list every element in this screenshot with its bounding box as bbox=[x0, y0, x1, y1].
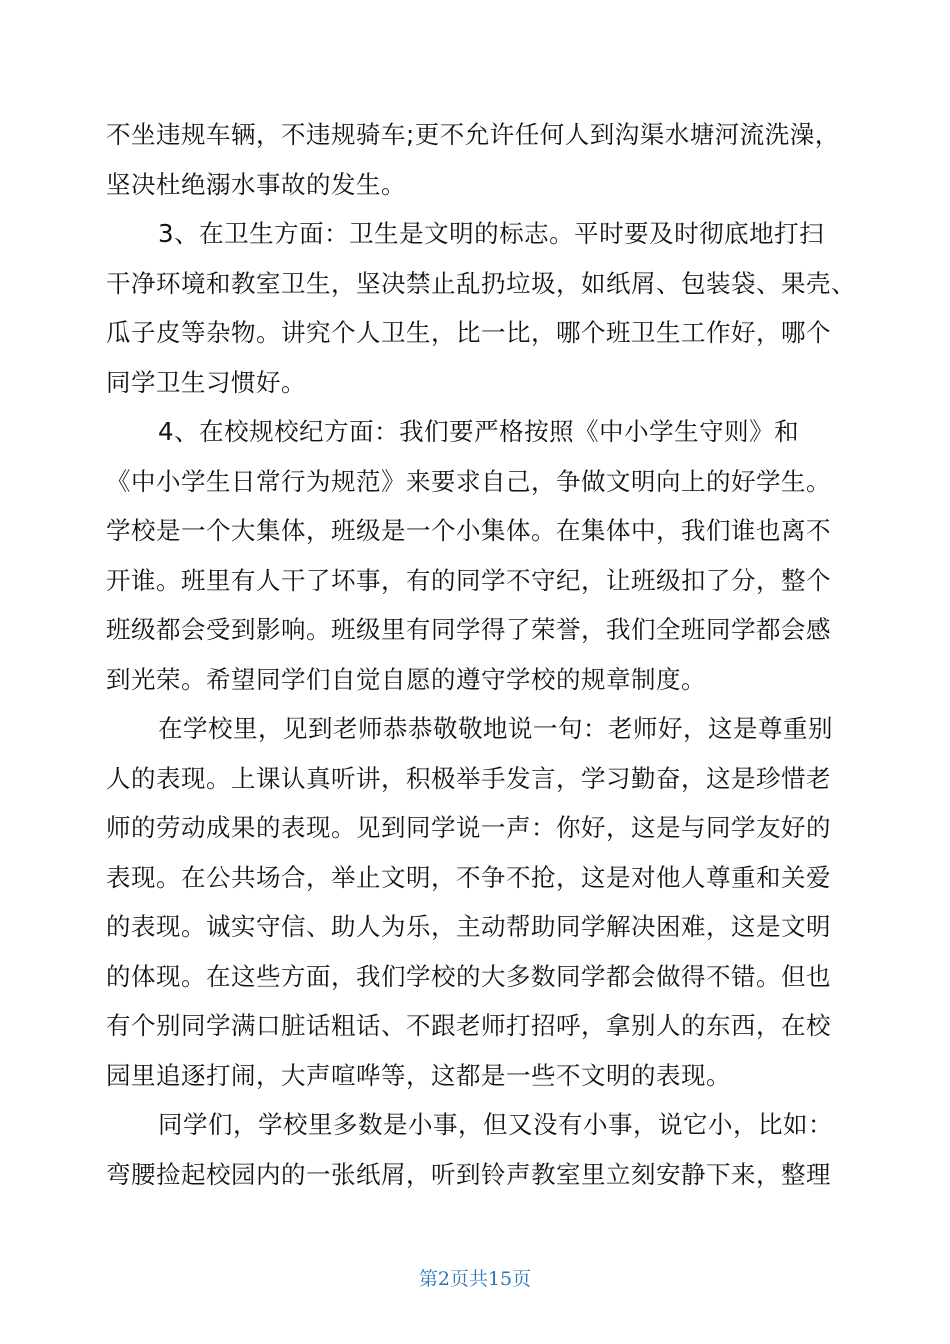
text-line: 人的表现。上课认真听讲，积极举手发言，学习勤奋，这是珍惜老 bbox=[106, 763, 831, 793]
paragraph-start-line: 3、在卫生方面：卫生是文明的标志。平时要及时彻底地打扫 bbox=[158, 219, 825, 248]
text-line: 不坐违规车辆，不违规骑车;更不允许任何人到沟渠水塘河流洗澡， bbox=[106, 120, 840, 149]
text-line: 开谁。班里有人干了坏事，有的同学不守纪，让班级扣了分，整个 bbox=[106, 565, 831, 595]
paragraph-start-line: 在学校里，见到老师恭恭敬敬地说一句：老师好，这是尊重别 bbox=[158, 714, 833, 743]
text-line: 表现。在公共场合，举止文明，不争不抢，这是对他人尊重和关爱 bbox=[106, 862, 831, 892]
text-line: 班级都会受到影响。班级里有同学得了荣誉，我们全班同学都会感 bbox=[106, 615, 831, 644]
paragraph-start-line: 4、在校规校纪方面：我们要严格按照《中小学生守则》和 bbox=[158, 417, 800, 446]
text-line: 园里追逐打闹，大声喧哗等，这都是一些不文明的表现。 bbox=[106, 1060, 731, 1090]
paragraph-start-line: 同学们，学校里多数是小事，但又没有小事，说它小，比如： bbox=[158, 1110, 833, 1139]
text-line: 有个别同学满口脏话粗话、不跟老师打招呼，拿别人的东西，在校 bbox=[106, 1011, 831, 1040]
document-body bbox=[106, 110, 856, 1199]
text-line: 干净环境和教室卫生，坚决禁止乱扔垃圾，如纸屑、包装袋、果壳、 bbox=[106, 268, 856, 298]
text-line: 师的劳动成果的表现。见到同学说一声：你好，这是与同学友好的 bbox=[106, 813, 831, 842]
text-line: 弯腰捡起校园内的一张纸屑，听到铃声教室里立刻安静下来，整理 bbox=[106, 1159, 831, 1189]
text-line: 到光荣。希望同学们自觉自愿的遵守学校的规章制度。 bbox=[106, 664, 706, 694]
text-line: 坚决杜绝溺水事故的发生。 bbox=[106, 169, 406, 199]
text-line: 的体现。在这些方面，我们学校的大多数同学都会做得不错。但也 bbox=[106, 961, 831, 991]
page-number-footer: 第2页共15页 bbox=[418, 1268, 532, 1290]
text-line: 瓜子皮等杂物。讲究个人卫生，比一比，哪个班卫生工作好，哪个 bbox=[106, 318, 831, 347]
text-line: 《中小学生日常行为规范》来要求自己，争做文明向上的好学生。 bbox=[106, 466, 831, 496]
text-line: 同学卫生习惯好。 bbox=[106, 367, 306, 397]
text-line: 学校是一个大集体，班级是一个小集体。在集体中，我们谁也离不 bbox=[106, 516, 831, 545]
text-line: 的表现。诚实守信、助人为乐，主动帮助同学解决困难，这是文明 bbox=[106, 912, 831, 941]
